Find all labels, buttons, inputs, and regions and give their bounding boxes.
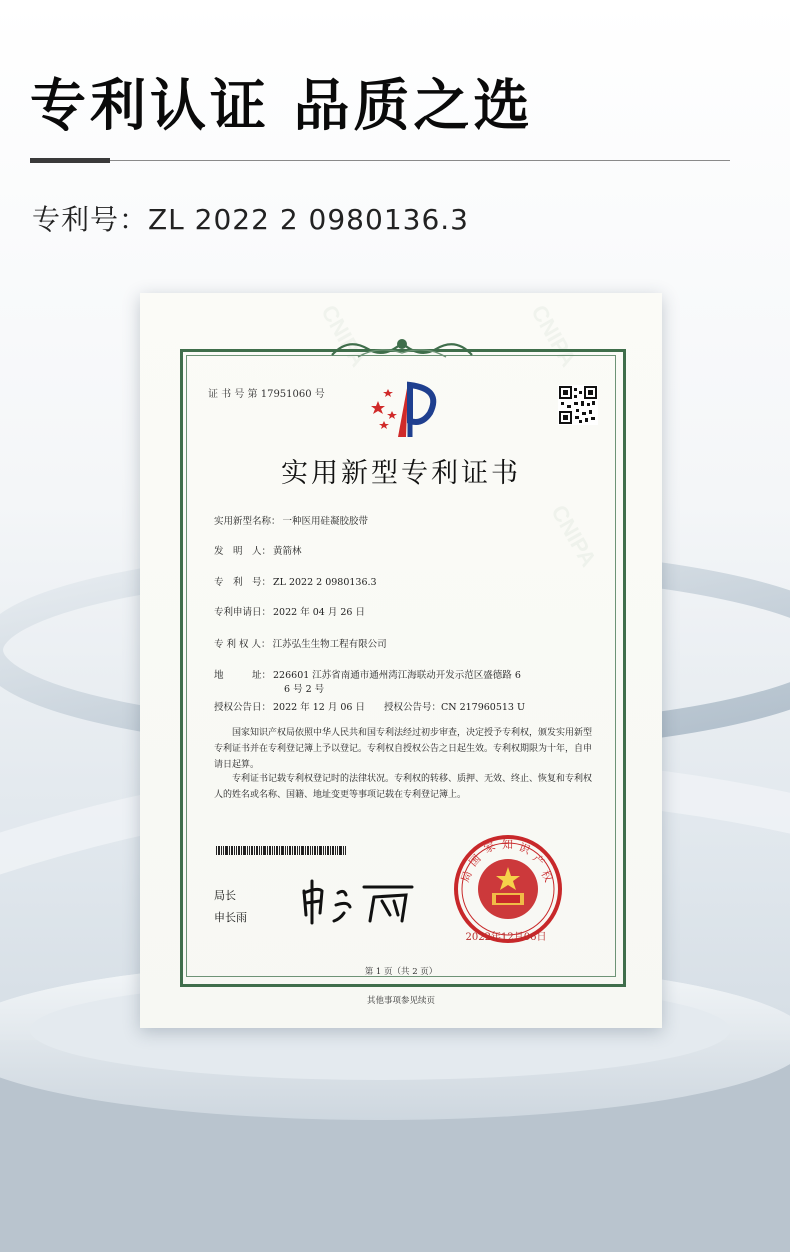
svg-text:家: 家 bbox=[481, 839, 498, 856]
signer-name: 申长雨 bbox=[214, 911, 247, 924]
signer-title: 局长 bbox=[214, 889, 236, 902]
field-label: 专利申请日： bbox=[214, 607, 272, 618]
watermark: CNIPA bbox=[526, 300, 582, 371]
svg-text:权: 权 bbox=[538, 868, 555, 885]
certificate-number: 证 书 号 第 17951060 号 bbox=[208, 389, 325, 400]
patent-certificate bbox=[140, 293, 662, 1028]
handwritten-signature-icon bbox=[298, 877, 416, 927]
field-patent-number bbox=[214, 574, 377, 588]
field-value: 2022 年 04 月 26 日 bbox=[273, 607, 365, 618]
field-value: 2022 年 12 月 06 日 授权公告号：CN 217960513 U bbox=[273, 702, 525, 713]
headline-divider bbox=[110, 160, 730, 161]
svg-text:国: 国 bbox=[466, 852, 484, 870]
certificate-paragraph-2: 专利证书记载专利权登记时的法律状况。专利权的转移、质押、无效、终止、恢复和专利权人的姓名或名称、国籍、地址变更等事项记载在专利登记簿上。 bbox=[214, 774, 593, 800]
qr-code-icon bbox=[558, 385, 598, 425]
field-value: 226601 江苏省南通市通州湾江海联动开发示范区盛德路 6 bbox=[273, 670, 521, 681]
patent-number-text: 专利号：ZL 2022 2 0980136.3 bbox=[32, 203, 469, 236]
field-value: 江苏弘生生物工程有限公司 bbox=[272, 639, 387, 650]
field-label: 实用新型名称： bbox=[214, 516, 281, 527]
field-application-date bbox=[214, 604, 365, 618]
page-headline: 专利认证 品质之选 bbox=[30, 74, 534, 139]
field-label: 专 利 号： bbox=[214, 577, 272, 588]
field-value: 6 号 2 号 bbox=[284, 684, 325, 695]
field-label: 发 明 人： bbox=[214, 546, 272, 557]
field-value: ZL 2022 2 0980136.3 bbox=[273, 577, 377, 588]
footer-note: 其他事项参见续页 bbox=[366, 996, 435, 1006]
svg-text:知: 知 bbox=[502, 838, 513, 851]
field-value: 一种医用硅凝胶胶带 bbox=[282, 516, 369, 527]
certificate-paragraph-1: 国家知识产权局依照中华人民共和国专利法经过初步审查，决定授予专利权，颁发实用新型专利证书并在专利登记簿上予以登记。专利权自授权公告之日起生效。专利权期限为十年，自申请日起算。 bbox=[214, 728, 593, 770]
seal-date: 2022年12月06日 bbox=[465, 932, 547, 943]
headline-accent-rule bbox=[30, 158, 110, 163]
field-label: 授权公告日： bbox=[214, 702, 272, 713]
svg-text:产: 产 bbox=[529, 851, 547, 869]
field-patentee bbox=[214, 636, 387, 650]
page-indicator: 第 1 页（共 2 页） bbox=[364, 967, 438, 977]
watermark: CNIPA bbox=[316, 300, 372, 371]
certificate-title: 实用新型专利证书 bbox=[281, 458, 521, 489]
field-label: 地 址： bbox=[214, 670, 272, 681]
cnipa-logo-icon bbox=[368, 379, 444, 443]
field-value: 黄箭林 bbox=[273, 546, 302, 557]
svg-text:识: 识 bbox=[516, 840, 532, 857]
watermark: CNIPA bbox=[546, 500, 602, 571]
field-grant-date bbox=[214, 699, 525, 713]
svg-text:局: 局 bbox=[458, 869, 475, 885]
field-inventor bbox=[214, 543, 302, 557]
field-utility-model-name bbox=[214, 513, 368, 527]
field-address bbox=[214, 667, 521, 681]
field-address-continued bbox=[282, 681, 324, 695]
field-label: 专 利 权 人： bbox=[214, 639, 271, 650]
top-ornament-icon bbox=[328, 333, 476, 363]
barcode-icon bbox=[216, 846, 346, 855]
